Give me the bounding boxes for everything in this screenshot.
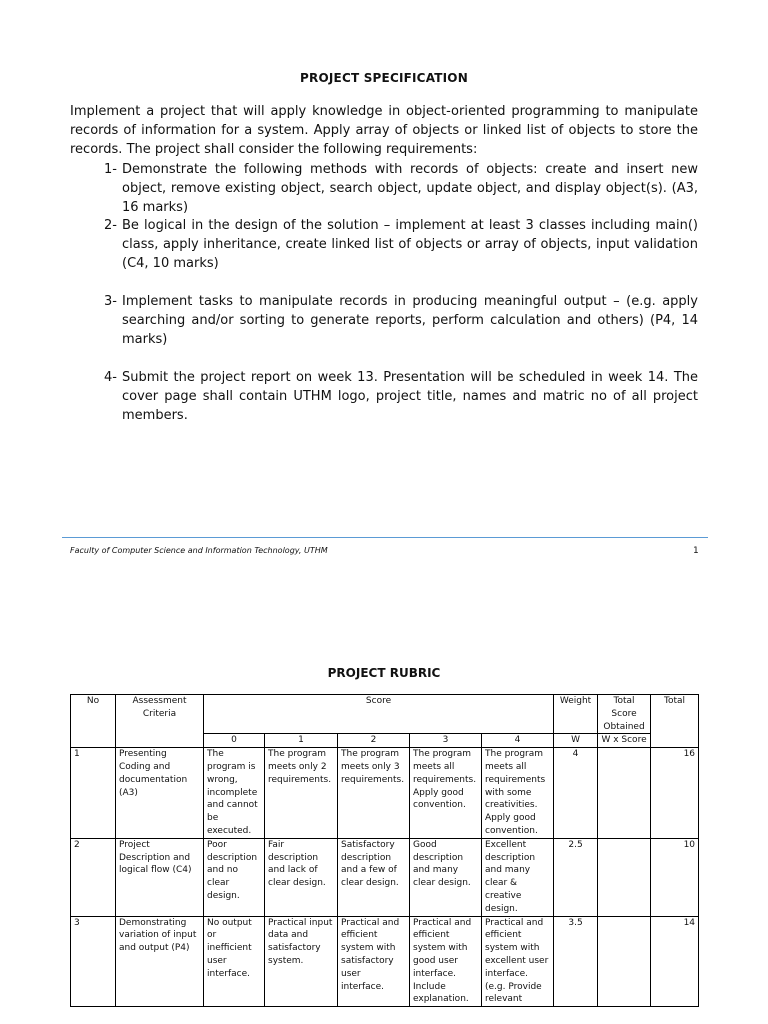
- requirement-number: 1-: [104, 162, 117, 177]
- header-w: W: [554, 734, 598, 748]
- requirement-number: 4-: [104, 370, 117, 385]
- page-number: 1: [693, 546, 699, 556]
- requirement-text: Be logical in the design of the solution – implement at least 3 classes including main() class, apply inheritance, create linked list of objects or array of objects, input validation (C4, 10 marks): [122, 218, 698, 271]
- score-0-cell: Poor description and no clear design.: [204, 838, 265, 916]
- score-0-cell: No output or inefficient user interface.: [204, 916, 265, 1007]
- table-row: [71, 748, 699, 839]
- header-score-1: 1: [265, 734, 338, 748]
- weight-cell: 3.5: [554, 916, 598, 1007]
- weight-cell: 2.5: [554, 838, 598, 916]
- row-no: 1: [71, 748, 116, 839]
- score-4-cell: Excellent description and many clear & creative design.: [482, 838, 554, 916]
- table-row: [71, 838, 699, 916]
- score-0-cell: The program is wrong, incomplete and cannot be executed.: [204, 748, 265, 839]
- total-cell: 10: [651, 838, 699, 916]
- intro-paragraph: Implement a project that will apply knowledge in object-oriented programming to manipulate records of information for a system. Apply array of objects or linked list of objects to store the records. The project shall consider the following requirements:: [70, 104, 698, 157]
- header-total-obtained: Total Score Obtained: [598, 695, 651, 734]
- rubric-table: [70, 694, 699, 1007]
- table-header-row: [71, 695, 699, 734]
- requirement-2: [104, 216, 698, 273]
- requirement-text: Implement tasks to manipulate records in producing meaningful output – (e.g. apply searching and/or sorting to generate reports, perform calculation and others) (P4, 14 marks): [122, 294, 698, 347]
- score-3-cell: The program meets all requirements. Apply good convention.: [410, 748, 482, 839]
- requirement-number: 2-: [104, 218, 117, 233]
- header-score-0: 0: [204, 734, 265, 748]
- footer-text: Faculty of Computer Science and Information Technology, UTHM: [70, 546, 328, 555]
- requirement-number: 3-: [104, 294, 117, 309]
- page-2: [0, 580, 768, 1024]
- page-title: PROJECT SPECIFICATION: [300, 71, 468, 85]
- row-criteria: Demonstrating variation of input and output (P4): [116, 916, 204, 1007]
- row-no: 3: [71, 916, 116, 1007]
- requirement-3: [104, 292, 698, 349]
- score-4-cell: Practical and efficient system with excellent user interface. (e.g. Provide relevant: [482, 916, 554, 1007]
- score-3-cell: Good description and many clear design.: [410, 838, 482, 916]
- row-no: 2: [71, 838, 116, 916]
- obtained-cell: [598, 838, 651, 916]
- row-criteria: Presenting Coding and documentation (A3): [116, 748, 204, 839]
- header-w-x-score: W x Score: [598, 734, 651, 748]
- header-score-4: 4: [482, 734, 554, 748]
- obtained-cell: [598, 748, 651, 839]
- score-2-cell: Satisfactory description and a few of clear design.: [338, 838, 410, 916]
- total-cell: 16: [651, 748, 699, 839]
- header-score-2: 2: [338, 734, 410, 748]
- requirement-text: Demonstrate the following methods with records of objects: create and insert new object, remove existing object, search object, update object, and display object(s). (A3, 16 marks): [122, 162, 698, 215]
- score-4-cell: The program meets all requirements with some creativities. Apply good convention.: [482, 748, 554, 839]
- header-score-3: 3: [410, 734, 482, 748]
- header-total: Total: [651, 695, 699, 748]
- header-score: Score: [204, 695, 554, 734]
- score-1-cell: Practical input data and satisfactory system.: [265, 916, 338, 1007]
- row-criteria: Project Description and logical flow (C4): [116, 838, 204, 916]
- requirement-1: [104, 160, 698, 217]
- obtained-cell: [598, 916, 651, 1007]
- score-2-cell: The program meets only 3 requirements.: [338, 748, 410, 839]
- score-2-cell: Practical and efficient system with satisfactory user interface.: [338, 916, 410, 1007]
- total-cell: 14: [651, 916, 699, 1007]
- table-row: [71, 916, 699, 1007]
- requirement-4: [104, 368, 698, 425]
- weight-cell: 4: [554, 748, 598, 839]
- header-no: No: [71, 695, 116, 748]
- score-1-cell: The program meets only 2 requirements.: [265, 748, 338, 839]
- rubric-title: PROJECT RUBRIC: [327, 666, 441, 680]
- header-weight: Weight: [554, 695, 598, 734]
- header-criteria: Assessment Criteria: [116, 695, 204, 748]
- score-1-cell: Fair description and lack of clear design.: [265, 838, 338, 916]
- footer-divider: [62, 537, 708, 538]
- score-3-cell: Practical and efficient system with good user interface. Include explanation.: [410, 916, 482, 1007]
- requirement-text: Submit the project report on week 13. Presentation will be scheduled in week 14. The cover page shall contain UTHM logo, project title, names and matric no of all project members.: [122, 370, 698, 423]
